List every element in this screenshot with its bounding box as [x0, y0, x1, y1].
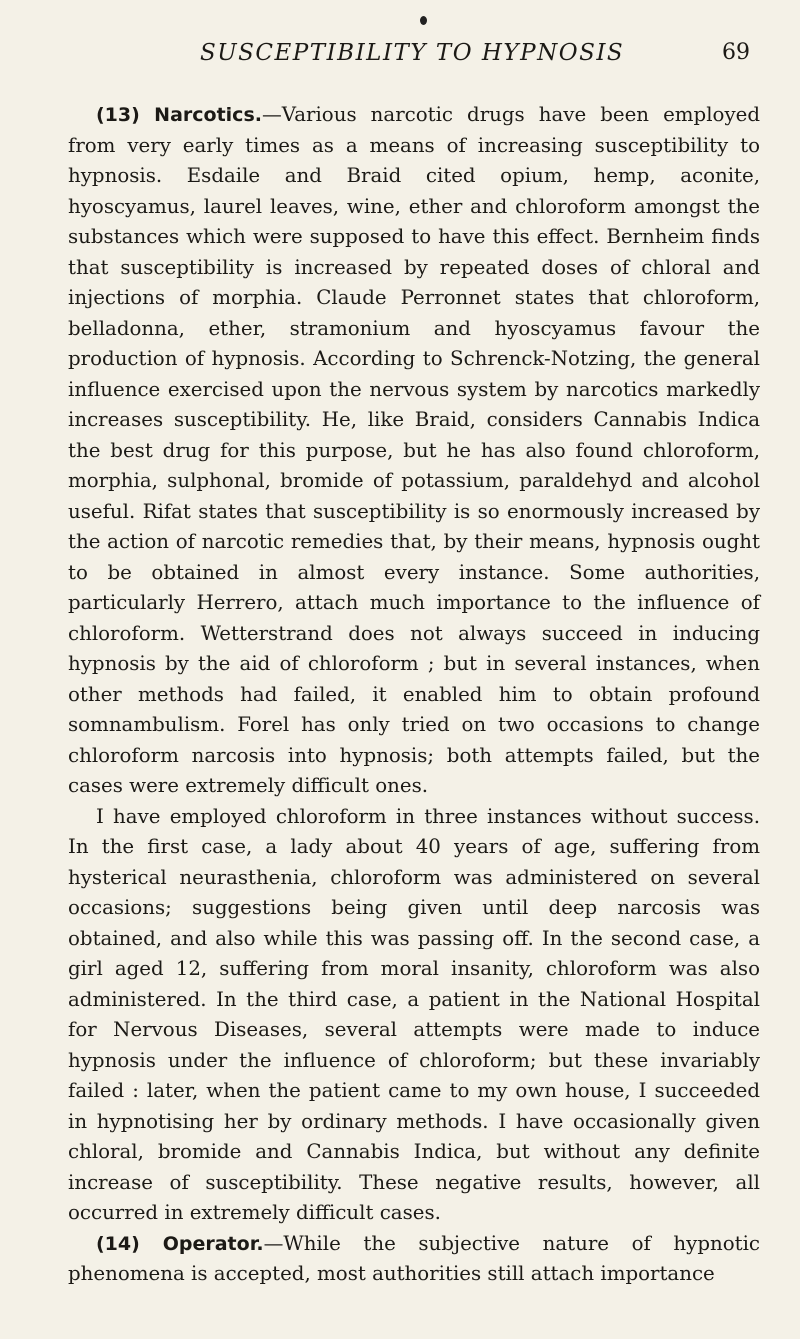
- body-text: [68, 100, 760, 1290]
- page-number: 69: [722, 40, 750, 65]
- paragraph-operator: [68, 1229, 760, 1290]
- paragraph-chloroform-cases: [68, 802, 760, 1229]
- paragraph-text: —Various narcotic drugs have been employed from very early times as a means of increasing susceptibility to hypnosis. Esdaile and Braid cited opium, hemp, aconite, hyoscyamus, laurel leaves, wine, ether and chloroform amongst the substances which were supposed to have this effect. Bernheim finds that susceptibility is increased by repeated doses of chloral and injections of morphia. Claude Perronnet states that chloroform, belladonna, ether, stramonium and hyoscyamus favour the production of hypnosis. According to Schrenck-Notzing, the general influence exercised upon the nervous system by narcotics markedly increases susceptibility. He, like Braid, considers Cannabis Indica the best drug for this purpose, but he has also found chloroform, morphia, sulphonal, bromide of potassium, paraldehyd and alcohol useful. Rifat states that susceptibility is so enormously increased by the action of narcotic remedies that, by their means, hypnosis ought to be obtained in almost every instance. Some authorities, particularly Herrero, attach much importance to the influence of chloroform. Wetterstrand does not always succeed in inducing hypnosis by the aid of chloroform ; but in several instances, when other methods had failed, it enabled him to obtain profound somnambulism. Forel has only tried on two occasions to change chloroform narcosis into hypnosis; both attempts failed, but the cases were extremely difficult ones.: [68, 103, 760, 797]
- paragraph-text: —While the subjective nature of hypnotic phenomena is accepted, most authorities still attach importance: [68, 1231, 760, 1285]
- page-header: [60, 36, 750, 76]
- section-heading-narcotics: (13) Narcotics.: [96, 104, 262, 126]
- paragraph-text: I have employed chloroform in three instances without success. In the first case, a lady about 40 years of age, suffering from hysterical neurasthenia, chloroform was administered on several occasions; suggestions being given until deep narcosis was obtained, and also while this was passing off. In the second case, a girl aged 12, suffering from moral insanity, chloroform was also administered. In the third case, a patient in the National Hospital for Nervous Diseases, several attempts were made to induce hypnosis under the influence of chloroform; but these invariably failed : later, when the patient came to my own house, I succeeded in hypnotising her by ordinary methods. I have occasionally given chloral, bromide and Cannabis Indica, but without any definite increase of susceptibility. These negative results, however, all occurred in extremely difficult cases.: [68, 804, 760, 1224]
- paragraph-narcotics: [68, 100, 760, 802]
- section-heading-operator: (14) Operator.: [96, 1232, 264, 1255]
- ink-dot: [420, 16, 427, 25]
- running-head: SUSCEPTIBILITY TO HYPNOSIS: [200, 40, 625, 66]
